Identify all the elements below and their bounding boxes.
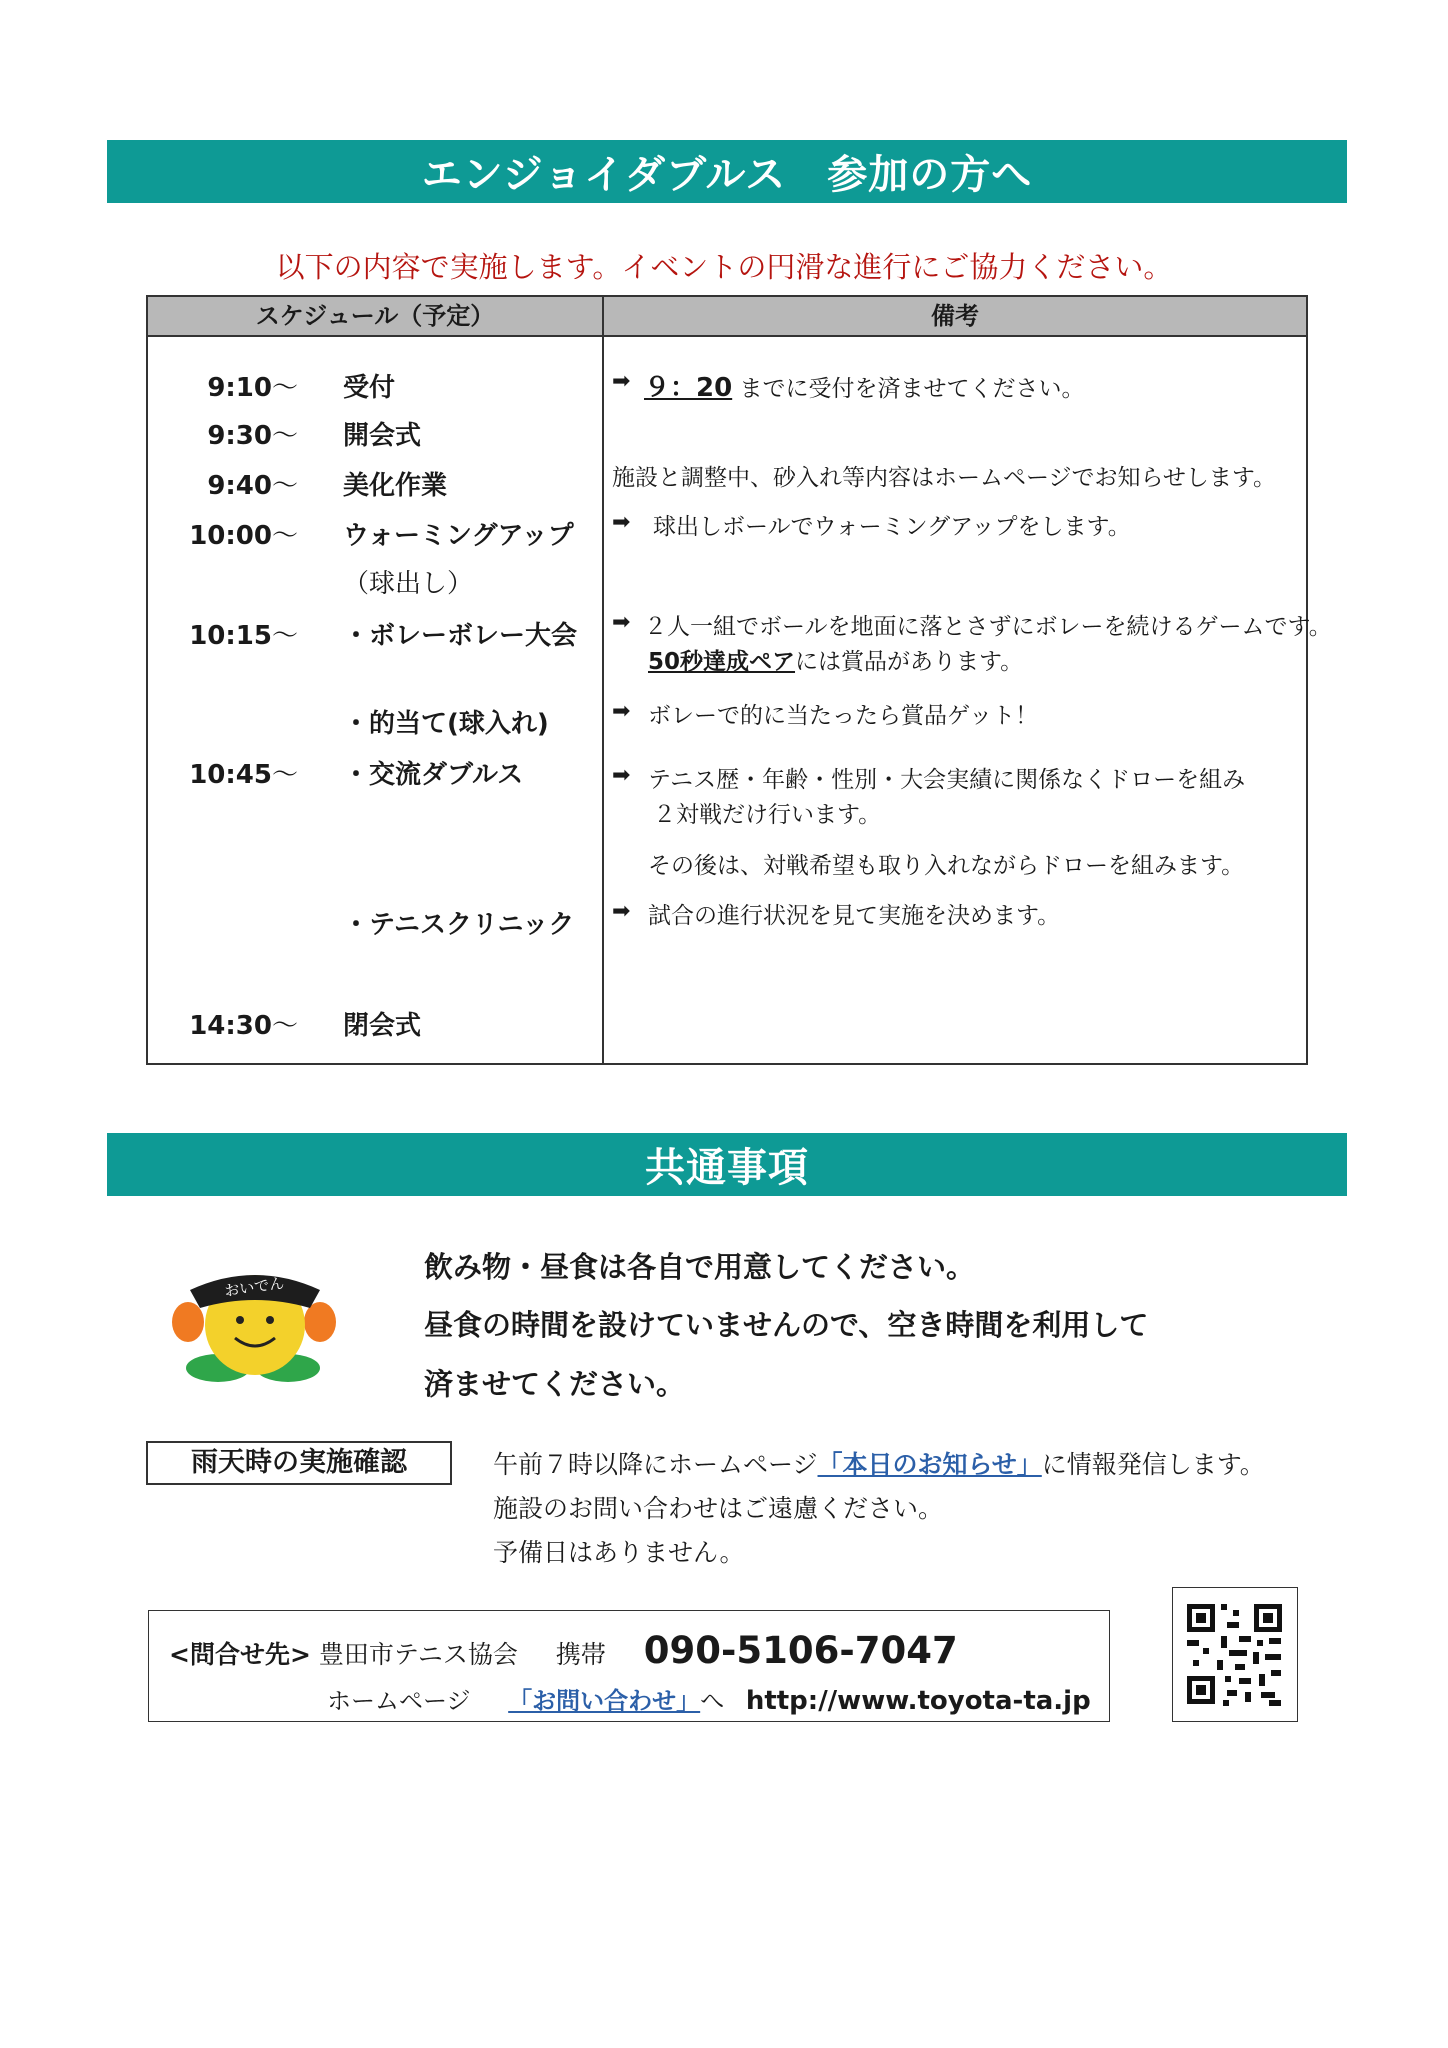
- common-line-3: 済ませてください。: [424, 1367, 686, 1401]
- arrow-icon: ➡: [612, 899, 631, 924]
- common-line-1: 飲み物・昼食は各自で用意してください。: [424, 1250, 976, 1284]
- time-1430: 14:30〜: [189, 1011, 298, 1041]
- time-1015: 10:15〜: [189, 621, 298, 651]
- note-reception: ９：20 までに受付を済ませてください。: [644, 373, 1085, 403]
- activity-warmup-sub: （球出し）: [343, 569, 474, 599]
- column-divider: [602, 297, 604, 1063]
- contact-box: [148, 1610, 1110, 1722]
- rain-title-box: 雨天時の実施確認: [146, 1441, 452, 1485]
- phone-number: 090-5106-7047: [643, 1629, 958, 1672]
- note-exchange-1: テニス歴・年齢・性別・大会実績に関係なくドローを組み: [648, 767, 1246, 793]
- column-header-remarks: 備考: [931, 302, 979, 330]
- common-line-2: 昼食の時間を設けていませんので、空き時間を利用して: [424, 1308, 1149, 1342]
- time-0930: 9:30〜: [207, 421, 298, 451]
- note-volley-2: 50秒達成ペアには賞品があります。: [648, 649, 1024, 675]
- activity-target: ・的当て(球入れ): [343, 709, 549, 739]
- note-exchange-2: ２対戦だけ行います。: [653, 802, 882, 828]
- note-beautify: 施設と調整中、砂入れ等内容はホームページでお知らせします。: [612, 465, 1277, 491]
- note-target: ボレーで的に当たったら賞品ゲット！: [648, 703, 1039, 729]
- activity-volley: ・ボレーボレー大会: [343, 621, 578, 651]
- activity-clinic: ・テニスクリニック: [343, 910, 575, 940]
- mascot-image: [170, 1250, 345, 1385]
- contact-line-1: <問合せ先> 豊田市テニス協会 携帯 090-5106-7047: [169, 1629, 958, 1672]
- link-todays-news[interactable]: 「本日のお知らせ」: [817, 1450, 1042, 1479]
- arrow-icon: ➡: [612, 369, 631, 394]
- notice-text: 以下の内容で実施します。イベントの円滑な進行にご協力ください。: [275, 250, 1173, 284]
- arrow-icon: ➡: [612, 510, 631, 535]
- time-0910: 9:10〜: [207, 373, 298, 403]
- section-banner-enjoy-doubles: エンジョイダブルス 参加の方へ: [107, 140, 1347, 203]
- activity-beautify: 美化作業: [343, 471, 448, 501]
- arrow-icon: ➡: [612, 610, 631, 635]
- column-header-schedule: スケジュール（予定）: [255, 302, 495, 330]
- rain-line-1: 午前７時以降にホームページ「本日のお知らせ」に情報発信します。: [493, 1450, 1265, 1479]
- note-volley-1: ２人一組でボールを地面に落とさずにボレーを続けるゲームです。: [644, 614, 1332, 640]
- arrow-icon: ➡: [612, 763, 631, 788]
- rain-line-2: 施設のお問い合わせはご遠慮ください。: [493, 1494, 944, 1523]
- contact-line-2: ホームページ 「お問い合わせ」へ http://www.toyota-ta.jp: [327, 1686, 1091, 1716]
- note-warmup: 球出しボールでウォーミングアップをします。: [653, 514, 1131, 540]
- qr-code-image: [1172, 1587, 1298, 1722]
- activity-opening: 開会式: [343, 421, 422, 451]
- time-1045: 10:45〜: [189, 760, 298, 790]
- table-header: [148, 297, 1306, 337]
- link-inquiry[interactable]: 「お問い合わせ」: [508, 1687, 701, 1715]
- rain-line-3: 予備日はありません。: [493, 1538, 745, 1567]
- website-url[interactable]: http://www.toyota-ta.jp: [745, 1686, 1091, 1716]
- note-clinic: 試合の進行状況を見て実施を決めます。: [648, 903, 1061, 929]
- activity-reception: 受付: [343, 373, 396, 403]
- activity-warmup: ウォーミングアップ: [343, 521, 574, 551]
- svg-text:おいでん: おいでん: [223, 1273, 286, 1301]
- time-0940: 9:40〜: [207, 471, 298, 501]
- section-banner-common: 共通事項: [107, 1133, 1347, 1196]
- note-exchange-3: その後は、対戦希望も取り入れながらドローを組みます。: [648, 853, 1245, 879]
- activity-closing: 閉会式: [343, 1011, 422, 1041]
- time-1000: 10:00〜: [189, 521, 298, 551]
- arrow-icon: ➡: [612, 699, 631, 724]
- schedule-table: [146, 295, 1332, 1065]
- activity-exchange: ・交流ダブルス: [343, 760, 524, 790]
